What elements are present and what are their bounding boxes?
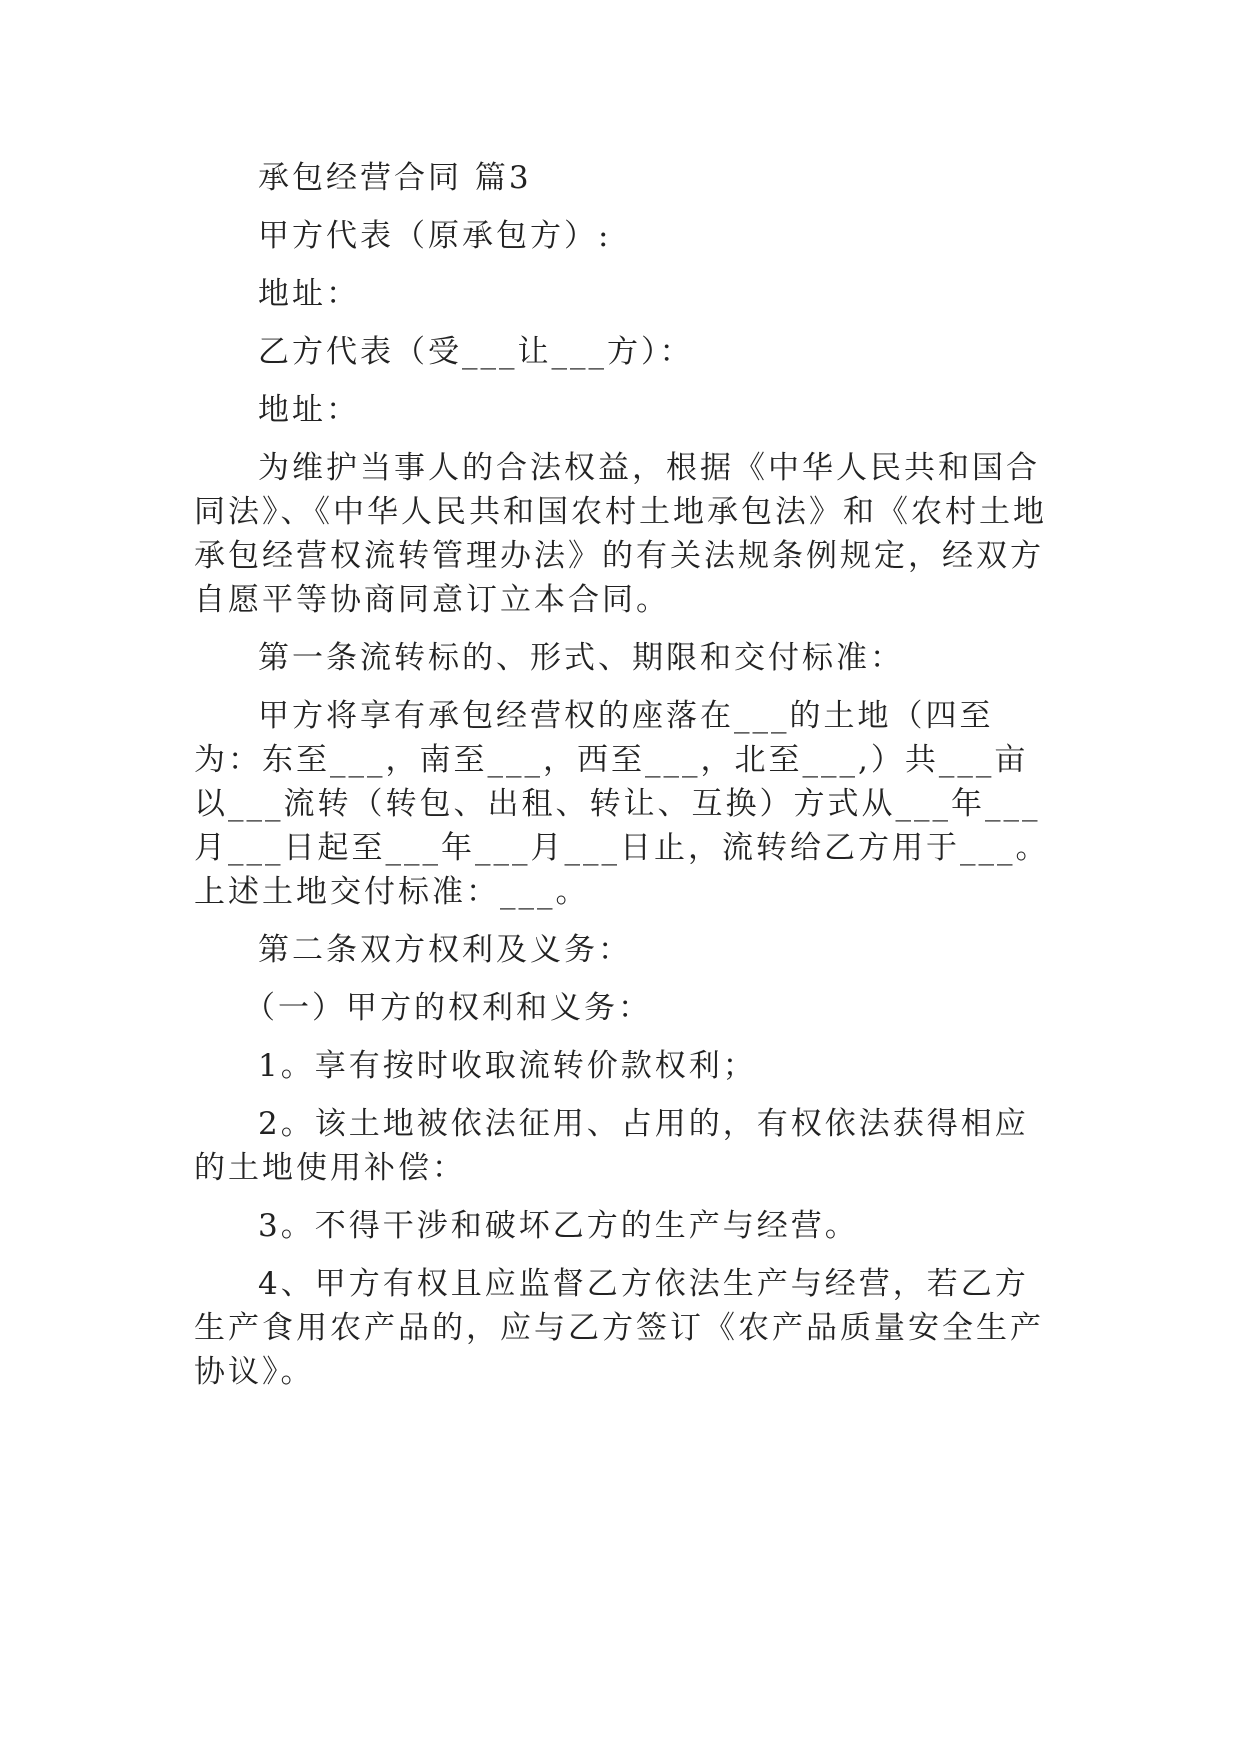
party-a-address: 地址： bbox=[258, 276, 360, 312]
party-b-representative: 乙方代表（受___让___方）： bbox=[258, 334, 694, 370]
document-body bbox=[194, 156, 1056, 1408]
party-a-representative: 甲方代表（原承包方）: bbox=[258, 218, 612, 254]
article-one-paragraph: 甲方将享有承包经营权的座落在___的土地（四至为：东至___，南至___，西至___，北至___,）共___亩以___流转（转包、出租、转让、互换）方式从___年___月___日起至___年___月___日止，流转给乙方用于___。上述土地交付标准：___。 bbox=[194, 698, 1050, 910]
party-b-address: 地址： bbox=[258, 392, 360, 428]
document-title: 承包经营合同 篇3 bbox=[258, 160, 532, 196]
clause-item-1: 1。享有按时收取流转价款权利； bbox=[258, 1048, 757, 1084]
clause-item-3: 3。不得干涉和破坏乙方的生产与经营。 bbox=[258, 1208, 859, 1244]
article-one-heading: 第一条流转标的、形式、期限和交付标准： bbox=[258, 640, 904, 676]
clause-item-2: 2。该土地被依法征用、占用的，有权依法获得相应的土地使用补偿： bbox=[194, 1106, 1029, 1186]
clause-item-4: 4、甲方有权且应监督乙方依法生产与经营，若乙方生产食用农产品的，应与乙方签订《农产品质量安全生产协议》。 bbox=[194, 1266, 1044, 1390]
article-two-heading: 第二条双方权利及义务： bbox=[258, 932, 632, 968]
preamble-paragraph: 为维护当事人的合法权益，根据《中华人民共和国合同法》、《中华人民共和国农村土地承包法》和《农村土地承包经营权流转管理办法》的有关法规条例规定，经双方自愿平等协商同意订立本合同。 bbox=[194, 450, 1047, 618]
party-a-rights-heading: （一）甲方的权利和义务： bbox=[244, 990, 652, 1026]
